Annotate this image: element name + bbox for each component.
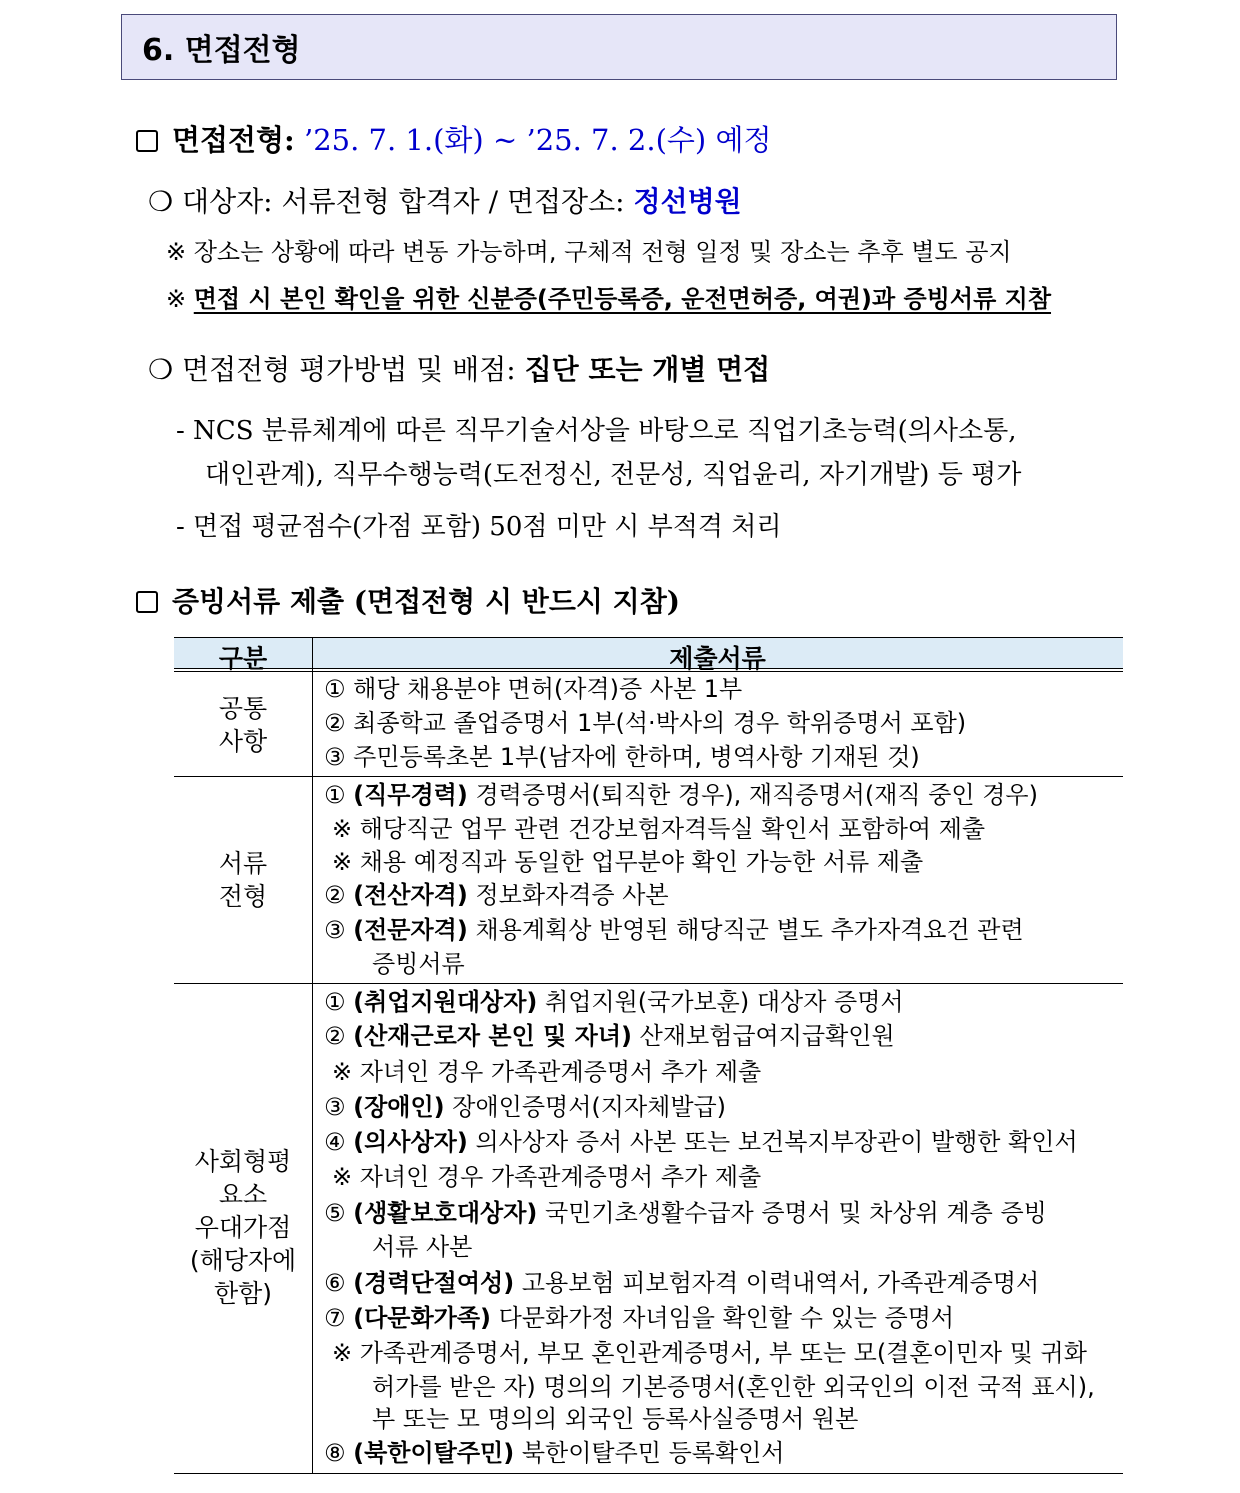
- interview-method-value: 집단 또는 개별 면접: [524, 353, 771, 386]
- list-item: ⑦ (다문화가족) 다문화가정 자녀임을 확인할 수 있는 증명서: [324, 1304, 955, 1332]
- list-note-continuation: 부 또는 모 명의의 외국인 등록사실증명서 원본: [372, 1405, 859, 1433]
- method-bullet-1-line-1: - NCS 분류체계에 따른 직무기술서상을 바탕으로 직업기초능력(의사소통,: [176, 416, 1017, 446]
- header-category: 구분: [218, 644, 268, 673]
- circle-bullet-icon: ❍: [148, 185, 174, 218]
- list-item: ② (산재근로자 본인 및 자녀) 산재보험급여지급확인원: [324, 1022, 895, 1050]
- checkbox-square-icon: [136, 591, 158, 613]
- table-header: [174, 637, 1123, 673]
- list-item: ① (취업지원대상자) 취업지원(국가보훈) 대상자 증명서: [324, 988, 904, 1016]
- list-item: ⑧ (북한이탈주민) 북한이탈주민 등록확인서: [324, 1439, 785, 1467]
- table-bottom-border: [174, 1473, 1123, 1474]
- list-note: ※ 자녀인 경우 가족관계증명서 추가 제출: [332, 1058, 762, 1086]
- list-item-continuation: 증빙서류: [372, 950, 465, 978]
- category-screening: 서류 전형: [218, 849, 268, 911]
- category-common: 공통 사항: [218, 694, 268, 756]
- list-item: ② (전산자격) 정보화자격증 사본: [324, 881, 669, 909]
- method-bullet-2: - 면접 평균점수(가점 포함) 50점 미만 시 부적격 처리: [176, 512, 782, 542]
- category-social: 사회형평 요소 우대가점 (해당자에 한함): [189, 1147, 297, 1308]
- header-divider: [174, 668, 1123, 672]
- list-item: ① 해당 채용분야 면허(자격)증 사본 1부: [324, 675, 743, 703]
- column-divider: [312, 637, 313, 1473]
- list-item: ③ (장애인) 장애인증명서(지자체발급): [324, 1093, 727, 1121]
- documents-heading: 증빙서류 제출 (면접전형 시 반드시 지참): [136, 580, 680, 620]
- list-item: ① (직무경력) 경력증명서(퇴직한 경우), 재직증명서(재직 중인 경우): [324, 781, 1038, 809]
- interview-schedule: 면접전형: ’25. 7. 1.(화) ~ ’25. 7. 2.(수) 예정: [136, 118, 771, 159]
- list-item: ③ (전문자격) 채용계획상 반영된 해당직군 별도 추가자격요건 관련: [324, 916, 1024, 944]
- interview-target: ❍ 대상자: 서류전형 합격자 / 면접장소: 정선병원: [148, 185, 742, 218]
- checkbox-square-icon: [136, 130, 158, 152]
- list-note-continuation: 허가를 받은 자) 명의의 기본증명서(혼인한 외국인의 이전 국적 표시),: [372, 1373, 1095, 1401]
- list-note: ※ 자녀인 경우 가족관계증명서 추가 제출: [332, 1163, 762, 1191]
- interview-method: ❍ 면접전형 평가방법 및 배점: 집단 또는 개별 면접: [148, 353, 771, 386]
- circle-bullet-icon: ❍: [148, 353, 174, 386]
- list-item: ⑥ (경력단절여성) 고용보험 피보험자격 이력내역서, 가족관계증명서: [324, 1269, 1040, 1297]
- list-item: ④ (의사상자) 의사상자 증서 사본 또는 보건복지부장관이 발행한 확인서: [324, 1128, 1078, 1156]
- id-note: ※ 면접 시 본인 확인을 위한 신분증(주민등록증, 운전면허증, 여권)과 증빙서류 지참: [166, 285, 1052, 313]
- list-note: ※ 해당직군 업무 관련 건강보험자격득실 확인서 포함하여 제출: [332, 815, 986, 843]
- row-divider: [174, 983, 1123, 984]
- list-item: ② 최종학교 졸업증명서 1부(석·박사의 경우 학위증명서 포함): [324, 709, 967, 737]
- list-item-continuation: 서류 사본: [372, 1233, 473, 1261]
- interview-location: 정선병원: [633, 185, 742, 218]
- list-item: ⑤ (생활보호대상자) 국민기초생활수급자 증명서 및 차상위 계층 증빙: [324, 1199, 1047, 1227]
- header-documents: 제출서류: [669, 644, 766, 673]
- row-divider: [174, 776, 1123, 777]
- list-note: ※ 가족관계증명서, 부모 혼인관계증명서, 부 또는 모(결혼이민자 및 귀화: [332, 1339, 1087, 1367]
- location-note: ※ 장소는 상황에 따라 변동 가능하며, 구체적 전형 일정 및 장소는 추후 별도 공지: [166, 238, 1012, 266]
- id-note-text: 면접 시 본인 확인을 위한 신분증(주민등록증, 운전면허증, 여권)과 증빙서류 지참: [193, 285, 1052, 313]
- list-note: ※ 채용 예정직과 동일한 업무분야 확인 가능한 서류 제출: [332, 848, 924, 876]
- section-title: [121, 14, 1117, 80]
- list-item: ③ 주민등록초본 1부(남자에 한하며, 병역사항 기재된 것): [324, 743, 920, 771]
- method-bullet-1-line-2: 대인관계), 직무수행능력(도전정신, 전문성, 직업윤리, 자기개발) 등 평가: [205, 460, 1022, 490]
- interview-dates: ’25. 7. 1.(화) ~ ’25. 7. 2.(수) 예정: [303, 123, 772, 157]
- section-title-text: 6. 면접전형: [142, 33, 301, 68]
